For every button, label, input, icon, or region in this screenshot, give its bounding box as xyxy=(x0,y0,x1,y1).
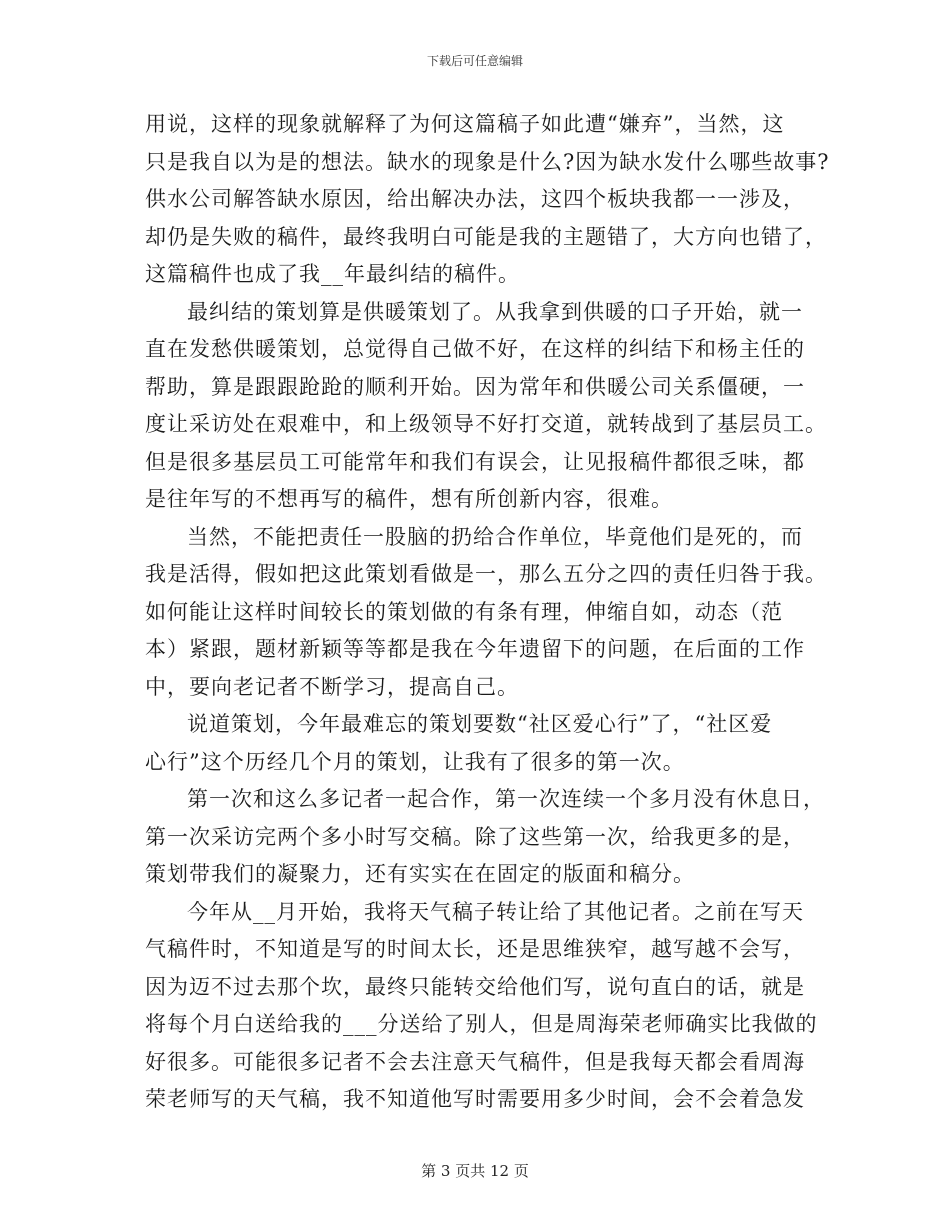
text-line: 只是我自以为是的想法。缺水的现象是什么?因为缺水发什么哪些故事? xyxy=(145,149,830,174)
paragraph-start-line: 当然，不能把责任一股脑的扔给合作单位，毕竟他们是死的，而 xyxy=(187,524,803,549)
text-line: 策划带我们的凝聚力，还有实实在在固定的版面和稿分。 xyxy=(145,862,695,886)
text-line: 本）紧跟，题材新颖等等都是我在今年遗留下的问题，在后面的工作 xyxy=(145,637,805,661)
text-line: 用说，这样的现象就解释了为何这篇稿子如此遭“嫌弃”，当然，这 xyxy=(145,112,785,136)
paragraph-start-line: 今年从__月开始，我将天气稿子转让给了其他记者。之前在写天 xyxy=(187,899,804,924)
text-line: 气稿件时，不知道是写的时间太长，还是思维狭窄，越写越不会写， xyxy=(145,937,805,961)
page-header: 下载后可任意编辑 xyxy=(426,54,523,68)
text-line: 这篇稿件也成了我__年最纠结的稿件。 xyxy=(145,262,520,286)
paragraph-start-line: 最纠结的策划算是供暖策划了。从我拿到供暖的口子开始，就一 xyxy=(187,299,803,324)
text-line: 但是很多基层员工可能常年和我们有误会，让见报稿件都很乏味，都 xyxy=(145,449,805,474)
text-line: 心行”这个历经几个月的策划，让我有了很多的第一次。 xyxy=(145,749,685,774)
text-line: 是往年写的不想再写的稿件，想有所创新内容，很难。 xyxy=(145,487,673,511)
text-line: 我是活得，假如把这此策划看做是一，那么五分之四的责任归咎于我。 xyxy=(145,562,827,586)
text-line: 中，要向老记者不断学习，提高自己。 xyxy=(145,674,519,699)
text-line: 供水公司解答缺水原因，给出解决办法，这四个板块我都一一涉及， xyxy=(145,187,805,211)
text-line: 直在发愁供暖策划，总觉得自己做不好，在这样的纠结下和杨主任的 xyxy=(145,337,805,361)
text-line: 度让采访处在艰难中，和上级领导不好打交道，就转战到了基层员工。 xyxy=(145,412,827,436)
page-number: 第 3 页共 12 页 xyxy=(421,1162,529,1180)
text-line: 因为迈不过去那个坎，最终只能转交给他们写，说句直白的话，就是 xyxy=(145,974,805,999)
text-line: 帮助，算是跟跟跄跄的顺利开始。因为常年和供暖公司关系僵硬，一 xyxy=(145,374,805,399)
paragraph-start-line: 说道策划，今年最难忘的策划要数“社区爱心行”了，“社区爱 xyxy=(187,712,773,736)
text-line: 却仍是失败的稿件，最终我明白可能是我的主题错了，大方向也错了， xyxy=(145,224,827,249)
text-line: 如何能让这样时间较长的策划做的有条有理，伸缩自如，动态（范 xyxy=(145,599,783,624)
document-body xyxy=(145,106,830,1119)
paragraph-start-line: 第一次和这么多记者一起合作，第一次连续一个多月没有休息日， xyxy=(187,787,825,811)
text-line: 将每个月白送给我的___分送给了别人，但是周海荣老师确实比我做的 xyxy=(145,1012,818,1036)
text-line: 好很多。可能很多记者不会去注意天气稿件，但是我每天都会看周海 xyxy=(145,1049,805,1074)
text-line: 第一次采访完两个多小时写交稿。除了这些第一次，给我更多的是， xyxy=(145,824,805,849)
text-line: 荣老师写的天气稿，我不知道他写时需要用多少时间，会不会着急发 xyxy=(145,1087,805,1111)
